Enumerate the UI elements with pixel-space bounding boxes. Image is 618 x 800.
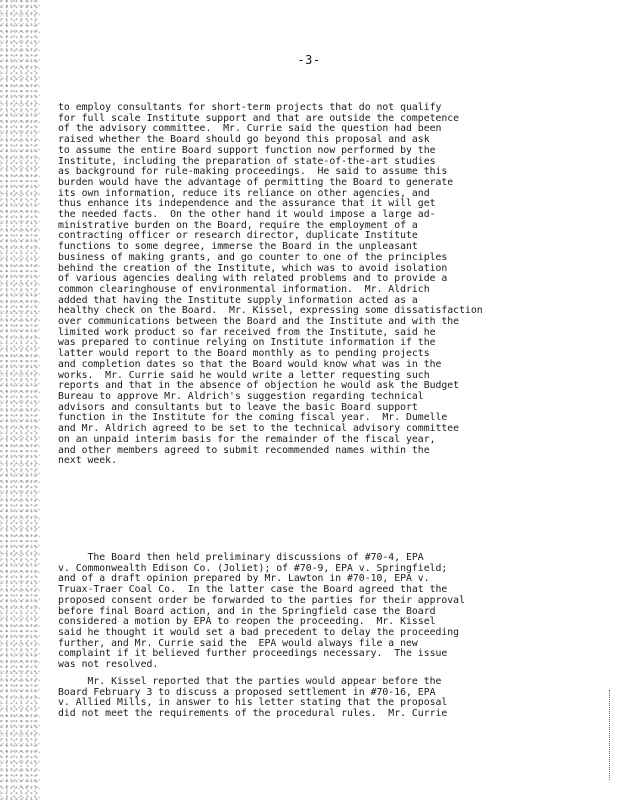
- text-line: and of a draft opinion prepared by Mr. Lawton in #70-10, EPA v.: [58, 573, 430, 585]
- text-line: Board February 3 to discuss a proposed settlement in #70-16, EPA: [58, 686, 436, 698]
- page-number: -3-: [297, 53, 321, 67]
- text-line: to employ consultants for short-term projects that do not qualify: [58, 102, 442, 113]
- text-line: as background for rule-making proceedings. He said to assume this: [58, 166, 448, 178]
- text-line: the needed facts. On the other hand it would impose a large ad-: [58, 209, 436, 221]
- text-line: did not meet the requirements of the procedural rules. Mr. Currie: [58, 708, 448, 720]
- text-line: works. Mr. Currie said he would write a letter requesting such: [58, 369, 430, 381]
- paragraph-preliminary-discussions: [58, 553, 598, 671]
- text-line: Truax-Traer Coal Co. In the latter case the Board agreed that the: [58, 584, 448, 596]
- text-line: of the advisory committee. Mr. Currie said the question had been: [58, 123, 442, 135]
- text-line: over communications between the Board and the Institute and with the: [58, 316, 460, 328]
- text-line: and completion dates so that the Board would know what was in the: [58, 358, 442, 370]
- text-line: Mr. Kissel reported that the parties would appear before the: [58, 676, 442, 687]
- text-line: common clearinghouse of environmental information. Mr. Aldrich: [58, 283, 430, 295]
- text-line: to assume the entire Board support function now performed by the: [58, 144, 436, 156]
- text-line: on an unpaid interim basis for the remainder of the fiscal year,: [58, 433, 436, 445]
- text-line: v. Commonwealth Edison Co. (Joliet); of #70-9, EPA v. Springfield;: [58, 562, 448, 574]
- paragraph-allied-mills: [58, 677, 598, 720]
- text-line: its own information, reduce its reliance on other agencies, and: [58, 187, 430, 199]
- scan-margin-mark: [603, 690, 610, 780]
- text-line: behind the creation of the Institute, which was to avoid isolation: [58, 262, 448, 274]
- text-line: latter would report to the Board monthly as to pending projects: [58, 348, 430, 360]
- text-line: before final Board action, and in the Springfield case the Board: [58, 605, 436, 617]
- paragraph-consultants: [58, 103, 598, 467]
- text-line: contracting officer or research director, duplicate Institute: [58, 230, 418, 242]
- text-line: proposed consent order be forwarded to the parties for their approval: [58, 594, 465, 606]
- text-line: advisors and consultants but to leave the basic Board support: [58, 401, 418, 413]
- text-line: functions to some degree, immerse the Board in the unpleasant: [58, 241, 418, 253]
- text-line: Institute, including the preparation of state-of-the-art studies: [58, 155, 436, 167]
- text-line: for full scale Institute support and that are outside the competence: [58, 112, 460, 124]
- text-line: burden would have the advantage of permitting the Board to generate: [58, 176, 454, 188]
- text-line: was not resolved.: [58, 659, 159, 671]
- text-line: of various agencies dealing with related problems and to provide a: [58, 273, 448, 285]
- text-line: and other members agreed to submit recommended names within the: [58, 444, 430, 456]
- text-line: was prepared to continue relying on Institute information if the: [58, 337, 436, 349]
- text-line: and Mr. Aldrich agreed to be set to the technical advisory committee: [58, 423, 460, 435]
- text-line: next week.: [58, 455, 117, 467]
- text-line: ministrative burden on the Board, require the employment of a: [58, 219, 418, 231]
- text-line: limited work product so far received from the Institute, said he: [58, 326, 436, 338]
- text-line: reports and that in the absence of objection he would ask the Budget: [58, 380, 460, 392]
- text-line: healthy check on the Board. Mr. Kissel, expressing some dissatisfaction: [58, 305, 483, 317]
- text-line: business of making grants, and go counter to one of the principles: [58, 251, 448, 263]
- text-line: thus enhance its independence and the assurance that it will get: [58, 198, 436, 210]
- text-line: said he thought it would set a bad precedent to delay the proceeding: [58, 626, 460, 638]
- text-line: The Board then held preliminary discussions of #70-4, EPA: [58, 552, 424, 563]
- scan-edge-noise: [0, 0, 40, 800]
- text-line: v. Allied Mills, in answer to his letter stating that the proposal: [58, 697, 448, 709]
- text-line: further, and Mr. Currie said the EPA would always file a new: [58, 637, 418, 649]
- text-line: raised whether the Board should go beyond this proposal and ask: [58, 134, 430, 146]
- text-line: considered a motion by EPA to reopen the proceeding. Mr. Kissel: [58, 616, 436, 628]
- text-line: added that having the Institute supply information acted as a: [58, 294, 418, 306]
- text-line: function in the Institute for the coming fiscal year. Mr. Dumelle: [58, 412, 448, 424]
- text-line: complaint if it believed further proceedings necessary. The issue: [58, 648, 448, 660]
- text-line: Bureau to approve Mr. Aldrich's suggestion regarding technical: [58, 390, 424, 402]
